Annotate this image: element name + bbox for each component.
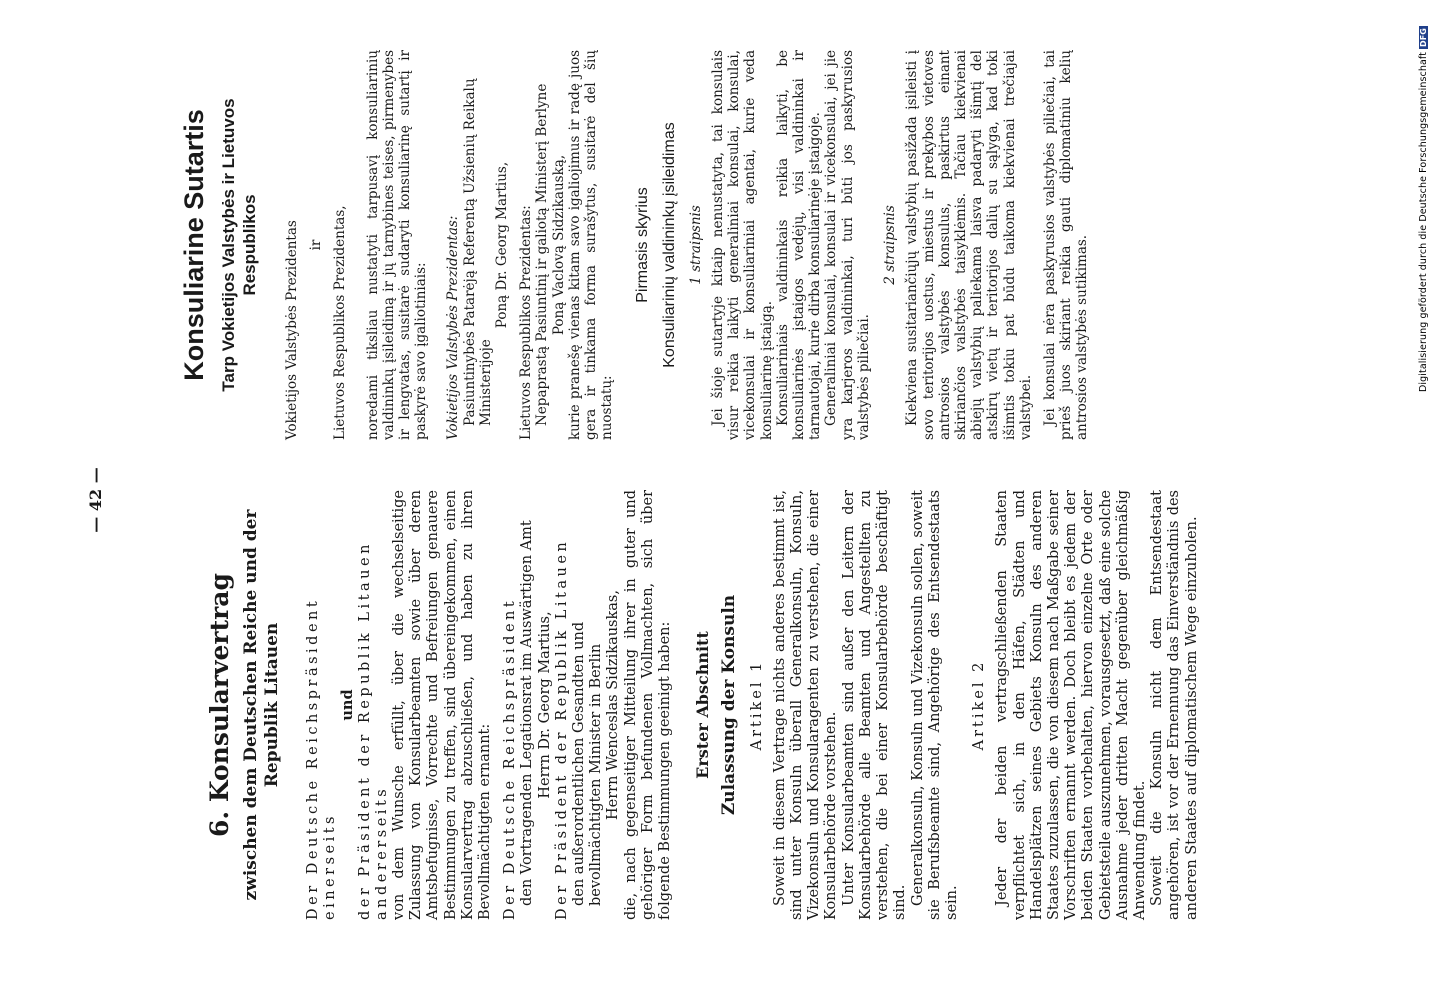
- german-plenipotentiary2-role: den außerordentlichen Gesandten und bevollmächtigten Minister in Berlin: [571, 621, 605, 906]
- german-plenipotentiary1-head: Der Deutsche Reichspräsident: [502, 597, 519, 920]
- lithuanian-article1-p2: Konsuliariniais valdininkais reikia laikyti, be konsuliarinės įstaigos vedėjų, visi valdininkai ir tarnautojai, kurie dirba konsuliarinėje įstaigoje.: [774, 50, 824, 440]
- german-und: und: [339, 689, 357, 721]
- lithuanian-article2-p1: Kiekviena susitariančiųjų valstybių pasižada įsileisti į sovo teritorijos uostus, miestus ir prekybos vietoves antrosios valstybės konsulus, paskirtus einant skiriančios valstybės taisyklėmis. Tačiau kiekvienai abiejų valstybių paliekama laisva padaryti išimtį del atskirų vietų ir teritorijos dalių su sąlyga, kad toki išimtis tokiu pat būdu taikoma kiekvienai trečiajai valstybei.: [904, 50, 1034, 440]
- lithuanian-article1-p1: Jei šioje sutartyje kitaip nenustatyta, tai konsulais visur reikia laikyti generaliniai konsulai, konsulai, vicekonsulai ir konsuliariniai agentai, kurie veda konsuliarinę įstaigą.: [710, 50, 775, 440]
- german-article2-label: Artikel 2: [971, 659, 988, 751]
- lithuanian-article1-label: 1 straipsnis: [687, 205, 704, 285]
- lithuanian-plenipotentiary2-role: Nepaprastą Pasiuntinį ir galiotą Ministerį Berlyne: [534, 83, 551, 426]
- lithuanian-plenipotentiary2-name: Poną Vaclovą Sidzikauską,: [550, 154, 567, 336]
- lithuanian-subtitle: Tarp Vokietijos Valstybės ir Lietuvos Respublikos: [219, 98, 259, 392]
- german-plenipotentiary1-role: den Vortragenden Legationsrat im Auswärtigen Amt: [519, 520, 536, 906]
- german-section-title: Zulassung der Konsuln: [719, 594, 740, 816]
- lithuanian-column: [178, 50, 1091, 440]
- german-article1-p2: Unter Konsularbeamten sind außer den Leitern der Konsularbehörde alle Beamten und Angestellten zu verstehen, die bei einer Konsularbehörde beschäftigt sind.: [840, 490, 909, 920]
- german-section-heading: Erster Abschnitt: [693, 631, 713, 779]
- lithuanian-article2-label: 2 straipsnis: [882, 205, 899, 285]
- german-party1-suffix: einerseits: [322, 813, 339, 920]
- lithuanian-plenipotentiary1-role: Pasiuntinybės Patarėją Referentą Užsienių Reikalų Ministerijoje: [461, 78, 494, 426]
- lithuanian-title: Konsuliarine Sutartis: [179, 109, 209, 381]
- german-article2-p1: Jeder der beiden vertragschließenden Staaten verpflichtet sich, in den Häfen, Städten und Handelsplätzen seines Gebiets Konsuln des anderen Staates zuzulassen, die von diesem nach Maßgabe seiner Vorschriften ernannt werden. Doch bleibt es jedem der beiden Staaten vorbehalten, hiervon einzelne Orte oder Gebietsteile auszunehmen, vorausgesetzt, daß eine solche Ausnahme jeder dritten Macht gegenüber gleichmäßig Anwendung findet.: [994, 490, 1148, 920]
- lithuanian-party2: Lietuvos Respublikos Prezidentas,: [332, 205, 349, 440]
- lithuanian-preamble: noredami tiksliau nustatyti tarpusavį konsuliarinių valdininkų įsileidimą ir jų tarnybines teises, pirmenybes ir lengvatas, susitarė sudaryti konsuliarinę sutartį ir paskyrė savo įgaliotiniais:: [364, 50, 430, 440]
- german-plenipotentiary2-head: Der Präsident der Republik Litauen: [553, 538, 570, 920]
- german-plenipotentiary2-name: Herrn Wenceslas Sidzikauskas,: [605, 590, 622, 820]
- lithuanian-plenipotentiary2-head: Lietuvos Respublikos Prezidentas:: [518, 205, 535, 440]
- lithuanian-ir: ir: [308, 239, 325, 251]
- lithuanian-article2-p2: Jei konsulai nėra paskyrusios valstybės piliečiai, tai prieš juos skiriant reikia gauti diplomatiniu kelių antrosios valstybės sutikimas.: [1041, 50, 1091, 440]
- german-party2: der Präsident der Republik Litauen: [356, 541, 373, 920]
- lithuanian-section-title: Konsuliarinių valdininkų įsileidimas: [660, 122, 678, 368]
- lithuanian-plenipotentiary1-name: Poną Dr. Georg Martius,: [494, 161, 511, 329]
- german-preamble: von dem Wunsche erfüllt, über die wechselseitige Zulassung von Konsularbeamten sowie über deren Amtsbefugnisse, Vorrechte und Befreiungen genauere Bestimmungen zu treffen, sind übereingekommen, einen Konsularvertrag abzuschließen, und haben zu ihren Bevollmächtigten ernannt:: [391, 490, 494, 920]
- lithuanian-section-heading: Pirmasis skyrius: [634, 187, 652, 303]
- dfg-logo: DFG: [1419, 28, 1428, 47]
- german-article2-p2: Soweit die Konsuln nicht dem Entsendestaat angehören, ist vor der Ernennung das Einverständnis des anderen Staates auf diplomatischem Wege einzuholen.: [1149, 490, 1200, 920]
- page-number: — 42 —: [86, 467, 105, 533]
- dfg-funding-text: Digitalisierung gefördert durch die Deutsche Forschungsgemeinschaft: [1418, 52, 1429, 392]
- lithuanian-closing: kurie pranešę vienas kitam savo igaliojimus ir radę juos gera ir tinkama forma surašytus, susitarė del šių nuostatų:: [566, 50, 616, 440]
- german-column: [205, 490, 1201, 920]
- german-party2-suffix: andererseits: [373, 785, 390, 920]
- dfg-funding-note: [1418, 26, 1429, 392]
- german-article1-p1: Soweit in diesem Vertrage nichts anderes bestimmt ist, sind unter Konsuln überall Generalkonsuln, Konsuln, Vizekonsuln und Konsularagenten zu verstehen, die einer Konsularbehörde vorstehen.: [771, 490, 840, 920]
- german-title: 6. Konsularvertrag: [205, 573, 234, 837]
- lithuanian-plenipotentiary1-head: Vokietijos Valstybės Prezidentas:: [445, 215, 462, 440]
- lithuanian-party1: Vokietijos Valstybės Prezidentas: [284, 220, 300, 440]
- german-closing: die, nach gegenseitiger Mitteilung ihrer in guter und gehöriger Form befundenen Vollmachten, sich über folgende Bestimmungen geeinigt haben:: [622, 490, 674, 920]
- german-subtitle: zwischen dem Deutschen Reiche und der Republik Litauen: [241, 509, 282, 901]
- german-plenipotentiary1-name: Herrn Dr. Georg Martius,: [536, 611, 553, 799]
- lithuanian-article1-p3: Generaliniai konsulai, konsulai ir vicekonsulai, jei jie yra karjeros valdininkai, turi būti jos paskyrusios valstybės piliečiai.: [823, 50, 872, 440]
- german-party1: Der Deutsche Reichspräsident: [305, 597, 321, 920]
- german-article1-label: Artikel 1: [748, 659, 765, 751]
- german-article1-p3: Generalkonsuln, Konsuln und Vizekonsuln sollen, soweit sie Berufsbeamte sind, Angehörige des Entsendestaats sein.: [909, 490, 960, 920]
